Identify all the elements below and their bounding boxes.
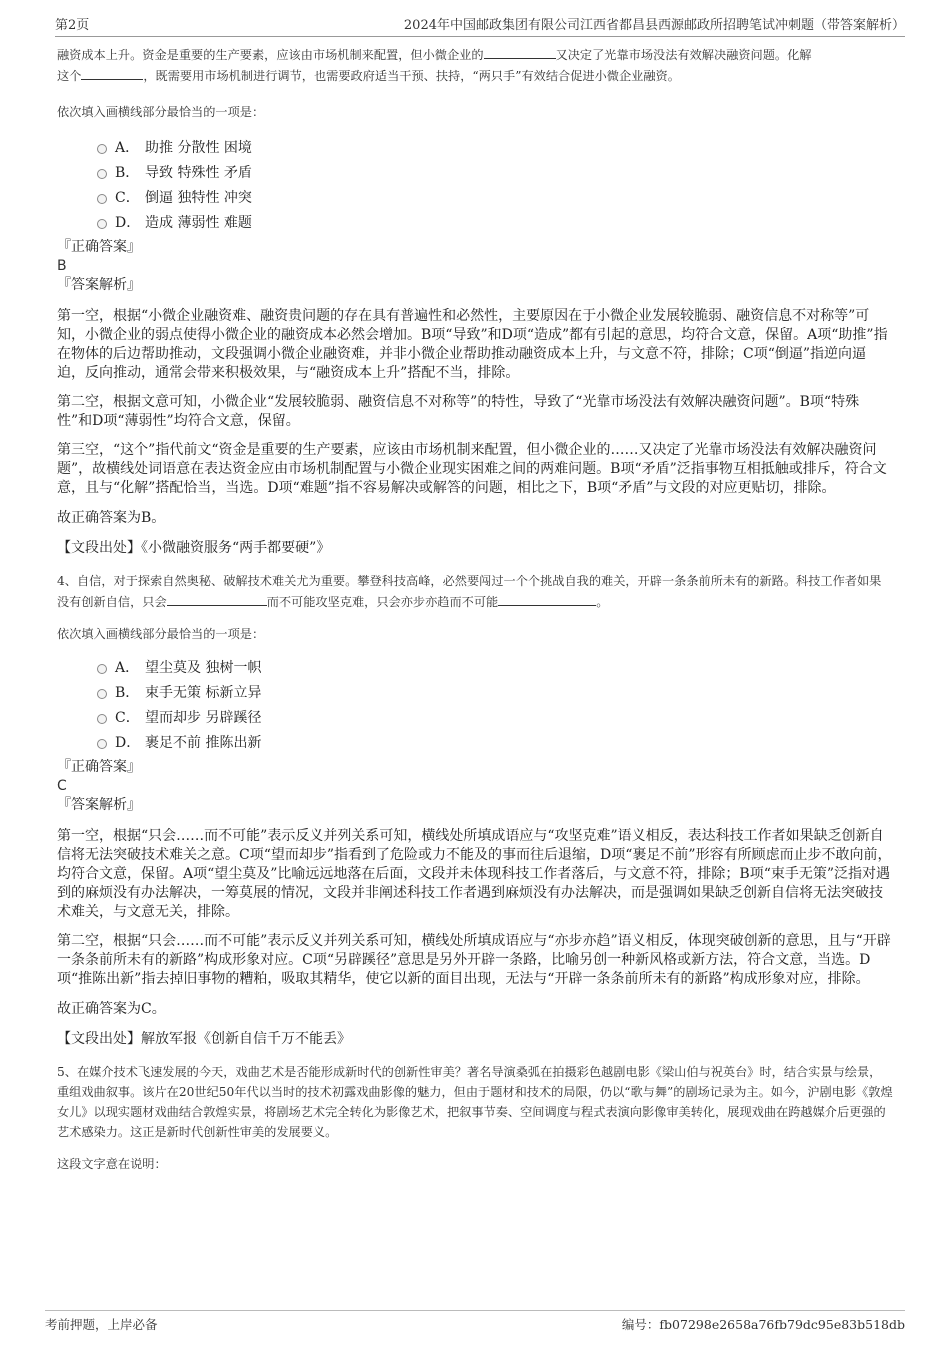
q3-analysis-3: 第三空，“这个”指代前文“资金是重要的生产要素，应该由市场机制来配置，但小微企业的……又决定了光靠市场没法有效解决融资问题”，故横线处词语意在表达资金应由市场机制配置与小微企业现实困难之间的两难问题。B项“矛盾”泛指事物互相抵触或排斥，符合文意，且与“化解”搭配恰当，当选。D项“难题”指不容易解决或解答的问题，相比之下，B项“矛盾”与文段的对应更贴切，排除。 <box>57 442 887 496</box>
q4-conclusion: 故正确答案为C。 <box>57 1001 166 1017</box>
q3-analysis-heading: 『答案解析』 <box>57 277 141 293</box>
q4-source: 【文段出处】解放军报《创新自信千万不能丢》 <box>57 1031 351 1047</box>
q4-blank-1 <box>167 591 267 606</box>
q4-options <box>57 656 893 756</box>
q3-analysis-2: 第二空，根据文意可知，小微企业“发展较脆弱、融资信息不对称等”的特性，导致了“光靠市场没法有效解决融资问题”。B项“特殊性”和D项“薄弱性”均符合文意，保留。 <box>57 394 860 429</box>
radio-icon[interactable] <box>97 714 107 724</box>
document-title: 2024年中国邮政集团有限公司江西省都昌县西源邮政所招聘笔试冲刺题（带答案解析） <box>403 18 905 33</box>
radio-icon[interactable] <box>97 194 107 204</box>
radio-icon[interactable] <box>97 219 107 229</box>
q3-options <box>57 136 893 236</box>
page-footer <box>45 1310 905 1332</box>
q4-answer: C <box>57 778 67 794</box>
q4-option-a[interactable]: A． 望尘莫及 独树一帜 <box>57 656 893 681</box>
q3-passage: 融资成本上升。资金是重要的生产要素，应该由市场机制来配置，但小微企业的 又决定了光靠市场没法有效解决融资问题。化解 这个 ，既需要用市场机制进行调节，也需要政府适当干预、扶持，“两只手”有效结合促进小微企业融资。 <box>57 44 893 86</box>
q3-answer-heading: 『正确答案』 <box>57 239 141 255</box>
q3-prompt: 依次填入画横线部分最恰当的一项是： <box>57 105 265 119</box>
radio-icon[interactable] <box>97 664 107 674</box>
q4-option-c[interactable]: C． 望而却步 另辟蹊径 <box>57 706 893 731</box>
q4-blank-2 <box>498 591 596 606</box>
q3-blank-3 <box>81 65 143 80</box>
page-number: 第2页 <box>55 18 90 33</box>
q3-answer: B <box>57 258 67 274</box>
q4-prompt: 依次填入画横线部分最恰当的一项是： <box>57 627 265 641</box>
q4-analysis-1: 第一空，根据“只会……而不可能”表示反义并列关系可知，横线处所填成语应与“攻坚克难”语义相反，表达科技工作者如果缺乏创新自信将无法突破技术难关之意。C项“望而却步”指看到了危险或力不能及的事而往后退缩，D项“裹足不前”形容有所顾虑而止步不敢向前，均符合文意，保留。A项“望尘莫及”比喻远远地落在后面，文段并未体现科技工作者落后，与文意不符，排除；B项“束手无策”泛指对遇到的麻烦没有办法解决，一筹莫展的情况，文段并非阐述科技工作者遇到麻烦没有办法解决，而是强调如果缺乏创新自信将无法突破技术难关，与文意无关，排除。 <box>57 828 892 920</box>
document-body <box>57 44 893 1174</box>
page-header <box>55 14 905 37</box>
q3-option-c[interactable]: C． 倒逼 独特性 冲突 <box>57 186 893 211</box>
q3-analysis-1: 第一空，根据“小微企业融资难、融资贵问题的存在具有普遍性和必然性，主要原因在于小微企业发展较脆弱、融资信息不对称等”可知，小微企业的弱点使得小微企业的融资成本必然会增加。B项“导致”和D项“造成”都有引起的意思，均符合文意，保留。A项“助推”指在物体的后边帮助推动，文段强调小微企业融资难，并非小微企业帮助推动融资成本上升，与文意不符，排除；C项“倒逼”指逆向逼迫，反向推动，通常会带来积极效果，与“融资成本上升”搭配不当，排除。 <box>57 308 888 381</box>
q3-conclusion: 故正确答案为B。 <box>57 510 166 526</box>
q4-answer-heading: 『正确答案』 <box>57 759 141 775</box>
q4-analysis-heading: 『答案解析』 <box>57 797 141 813</box>
q3-option-a[interactable]: A． 助推 分散性 困境 <box>57 136 893 161</box>
q5-prompt: 这段文字意在说明： <box>57 1157 167 1171</box>
q3-option-b[interactable]: B． 导致 特殊性 矛盾 <box>57 161 893 186</box>
q5-passage: 5、在媒介技术飞速发展的今天，戏曲艺术是否能形成新时代的创新性审美？著名导演桑弧在拍摄彩色越剧电影《梁山伯与祝英台》时，结合实景与绘景，重组戏曲叙事。该片在20世纪50年代以当时的技术初露戏曲影像的魅力，但由于题材和技术的局限，仍以“歌与舞”的剧场记录为主。如今，沪剧电影《敦煌女儿》以现实题材戏曲结合敦煌实景，将剧场艺术完全转化为影像艺术，把叙事节奏、空间调度与程式表演向影像审美转化，展现戏曲在跨越媒介后更强的艺术感染力。这正是新时代创新性审美的发展要义。 <box>57 1065 893 1139</box>
radio-icon[interactable] <box>97 169 107 179</box>
q4-option-b[interactable]: B． 束手无策 标新立异 <box>57 681 893 706</box>
q4-analysis-2: 第二空，根据“只会……而不可能”表示反义并列关系可知，横线处所填成语应与“亦步亦趋”语义相反，体现突破创新的意思，且与“开辟一条条前所未有的新路”构成形象对应。C项“另辟蹊径”意思是另外开辟一条路，比喻另创一种新风格或新方法，符合文意，当选。D项“推陈出新”指去掉旧事物的糟粕，吸取其精华，使它以新的面目出现，无法与“开辟一条条前所未有的新路”构成形象对应，排除。 <box>57 933 891 987</box>
q4-passage: 4、自信，对于探索自然奥秘、破解技术难关尤为重要。攀登科技高峰，必然要闯过一个个挑战自我的难关，开辟一条条前所未有的新路。科技工作者如果没有创新自信，只会 而不可能攻坚克难，只会亦步亦趋而不可能 。 <box>57 574 882 609</box>
q3-source: 【文段出处】《小微融资服务“两手都要硬”》 <box>57 540 331 556</box>
q3-option-d[interactable]: D． 造成 薄弱性 难题 <box>57 211 893 236</box>
radio-icon[interactable] <box>97 689 107 699</box>
footer-slogan: 考前押题，上岸必备 <box>45 1317 158 1332</box>
q3-blank-2 <box>484 44 556 59</box>
q4-option-d[interactable]: D． 裹足不前 推陈出新 <box>57 731 893 756</box>
radio-icon[interactable] <box>97 144 107 154</box>
document-id: 编号：fb07298e2658a76fb79dc95e83b518db <box>621 1317 905 1332</box>
radio-icon[interactable] <box>97 739 107 749</box>
